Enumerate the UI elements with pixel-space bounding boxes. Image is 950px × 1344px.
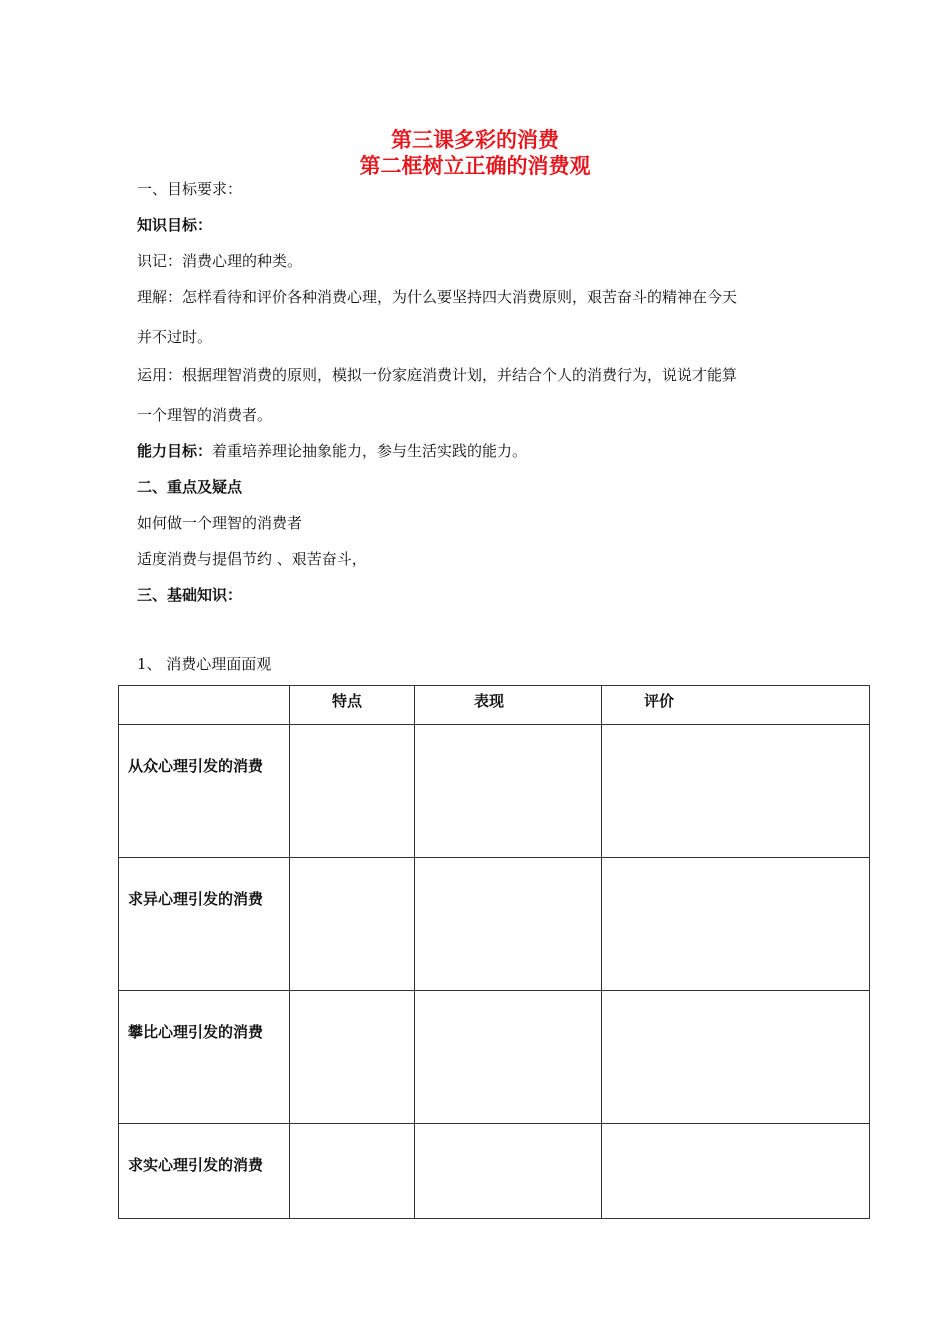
item-1-heading: 1、 消费心理面面观 — [137, 655, 272, 673]
title-line1: 第三课多彩的消费 — [391, 128, 559, 152]
table-cell[interactable] — [290, 1124, 415, 1219]
understand-text-1: 理解：怎样看待和评价各种消费心理，为什么要坚持四大消费原则，艰苦奋斗的精神在今天 — [137, 288, 738, 306]
table-cell[interactable] — [415, 991, 602, 1124]
ability-goals-label: 能力目标： — [137, 442, 213, 460]
table-row — [119, 991, 870, 1124]
section-3-heading: 三、基础知识： — [137, 586, 243, 604]
understand-text-2: 并不过时。 — [137, 328, 213, 346]
consumer-psychology-table — [118, 685, 870, 1219]
table-header-row — [119, 686, 870, 725]
ability-goals — [137, 440, 527, 461]
header-cell-evaluation: 评价 — [602, 686, 870, 725]
table-cell[interactable] — [602, 1124, 870, 1219]
knowledge-goals-label: 知识目标： — [137, 216, 213, 234]
section-1-heading: 一、目标要求： — [137, 180, 243, 198]
title-line2: 第二框树立正确的消费观 — [359, 154, 591, 178]
table-cell[interactable] — [602, 725, 870, 858]
table-cell[interactable] — [290, 991, 415, 1124]
table-row — [119, 725, 870, 858]
row-label: 攀比心理引发的消费 — [119, 991, 290, 1124]
table-cell[interactable] — [415, 725, 602, 858]
header-cell-features: 特点 — [290, 686, 415, 725]
header-cell-empty — [119, 686, 290, 725]
table-cell[interactable] — [415, 858, 602, 991]
row-label: 求异心理引发的消费 — [119, 858, 290, 991]
key-point-1: 如何做一个理智的消费者 — [137, 514, 303, 532]
table-cell[interactable] — [415, 1124, 602, 1219]
recall-text: 识记：消费心理的种类。 — [137, 252, 303, 270]
row-label: 从众心理引发的消费 — [119, 725, 290, 858]
section-2-heading: 二、重点及疑点 — [137, 478, 243, 496]
row-label: 求实心理引发的消费 — [119, 1124, 290, 1219]
header-cell-manifestation: 表现 — [415, 686, 602, 725]
apply-text-2: 一个理智的消费者。 — [137, 406, 273, 424]
apply-text-1: 运用：根据理智消费的原则，模拟一份家庭消费计划，并结合个人的消费行为，说说才能算 — [137, 366, 738, 384]
table-row — [119, 1124, 870, 1219]
ability-goals-text: 着重培养理论抽象能力，参与生活实践的能力。 — [212, 442, 528, 460]
table-cell[interactable] — [290, 858, 415, 991]
table-cell[interactable] — [290, 725, 415, 858]
table-cell[interactable] — [602, 858, 870, 991]
key-point-2: 适度消费与提倡节约 、艰苦奋斗， — [137, 550, 367, 568]
table-row — [119, 858, 870, 991]
table-cell[interactable] — [602, 991, 870, 1124]
